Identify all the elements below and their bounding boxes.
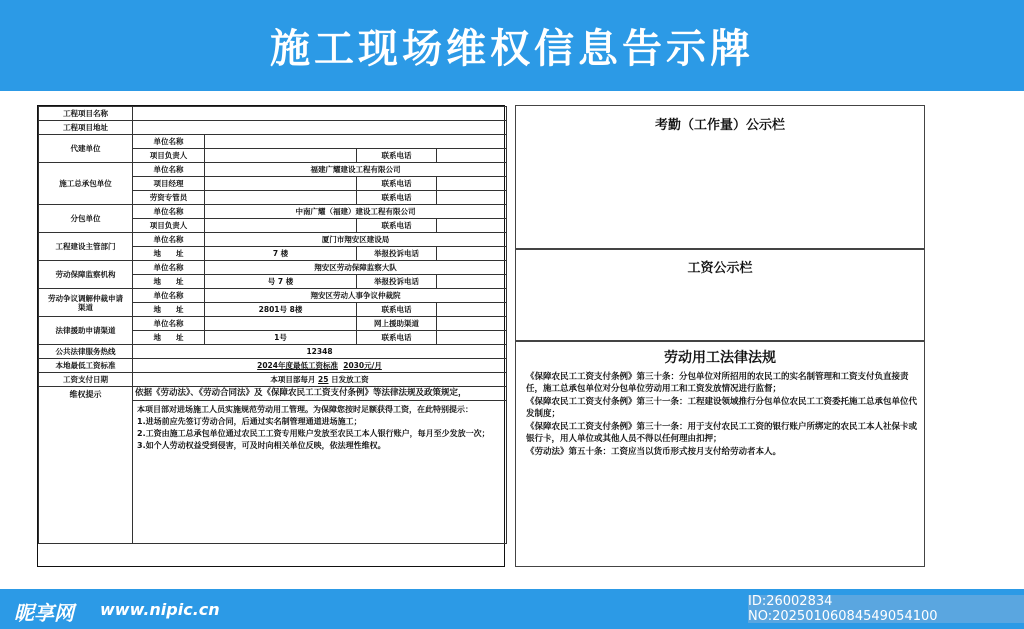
table-row xyxy=(39,317,507,331)
label-sub-unit: 分包单位 xyxy=(39,205,133,233)
label-contact-phone: 联系电话 xyxy=(357,331,437,345)
watermark-id: ID:26002834 NO:20250106084549054100 xyxy=(748,595,1024,623)
footer-bar xyxy=(0,589,1024,629)
attendance-title: 考勤（工作量）公示栏 xyxy=(654,118,785,133)
value-inspection: 翔安区劳动保障监察大队 xyxy=(205,261,507,275)
table-row xyxy=(39,289,507,303)
table-row xyxy=(39,135,507,149)
label-project-leader: 项目负责人 xyxy=(133,219,205,233)
table-row xyxy=(39,387,507,401)
value-dept: 厦门市翔安区建设局 xyxy=(205,233,507,247)
min-wage-prefix: 2024年度最低工资标准 xyxy=(257,361,338,370)
label-unit-name: 单位名称 xyxy=(133,205,205,219)
value-min-wage xyxy=(133,359,507,373)
value-cell xyxy=(205,191,357,205)
table-row xyxy=(39,205,507,219)
label-labor-manager: 劳资专管员 xyxy=(133,191,205,205)
label-legal-aid: 法律援助申请渠道 xyxy=(39,317,133,345)
label-contact-phone: 联系电话 xyxy=(357,303,437,317)
label-unit-name: 单位名称 xyxy=(133,261,205,275)
value-sub-unit: 中南广耀（福建）建设工程有限公司 xyxy=(205,205,507,219)
label-labor-inspection: 劳动保障监察机构 xyxy=(39,261,133,289)
label-pay-day: 工资支付日期 xyxy=(39,373,133,387)
label-complaint-phone: 举报投诉电话 xyxy=(357,247,437,261)
value-cell xyxy=(205,149,357,163)
label-unit-name: 单位名称 xyxy=(133,317,205,331)
note-item: 2.工资由施工总承包单位通过农民工工资专用账户发放至农民工本人银行账户，每月至少发放一次； xyxy=(137,429,490,438)
label-unit-name: 单位名称 xyxy=(133,163,205,177)
wage-panel xyxy=(515,249,925,341)
label-unit-name: 单位名称 xyxy=(133,233,205,247)
label-unit-name: 单位名称 xyxy=(133,289,205,303)
law-list xyxy=(516,367,924,458)
watermark-site: www.nipic.cn xyxy=(100,600,220,619)
value-cell xyxy=(437,331,507,345)
value-legal-aid-address: 1号 xyxy=(205,331,357,345)
law-item: 《劳动法》第五十条：工资应当以货币形式按月支付给劳动者本人。 xyxy=(526,447,782,457)
attendance-panel xyxy=(515,105,925,249)
table-row xyxy=(39,121,507,135)
value-cell xyxy=(437,177,507,191)
law-panel xyxy=(515,341,925,567)
tip-notes xyxy=(133,401,507,544)
label-project-address: 工程项目地址 xyxy=(39,121,133,135)
value-cell xyxy=(437,303,507,317)
label-contact-phone: 联系电话 xyxy=(357,149,437,163)
page-title: 施工现场维权信息告示牌 xyxy=(270,26,754,72)
pay-day-prefix: 本项目部每月 xyxy=(270,375,316,384)
label-address: 地 址 xyxy=(133,275,205,289)
label-hotline: 公共法律服务热线 xyxy=(39,345,133,359)
min-wage-value: 2030元/月 xyxy=(343,361,382,370)
value-pay-day xyxy=(133,373,507,387)
label-min-wage: 本地最低工资标准 xyxy=(39,359,133,373)
table-row xyxy=(39,359,507,373)
wage-title: 工资公示栏 xyxy=(687,261,753,276)
value-cell xyxy=(437,275,507,289)
label-arbitration-line1: 劳动争议调解仲裁申请 xyxy=(48,293,123,303)
value-arbitration: 翔安区劳动人事争议仲裁院 xyxy=(205,289,507,303)
table-row xyxy=(39,261,507,275)
value-cell xyxy=(205,317,357,331)
label-unit-name: 单位名称 xyxy=(133,135,205,149)
note-item: 3.如个人劳动权益受到侵害，可及时向相关单位反映，依法理性维权。 xyxy=(137,441,386,450)
label-complaint-phone: 举报投诉电话 xyxy=(357,275,437,289)
label-arbitration-line2: 渠道 xyxy=(78,302,93,312)
law-item: 《保障农民工工资支付条例》第三十条：分包单位对所招用的农民工的实名制管理和工资支付负直接责任，施工总承包单位对分包单位劳动用工和工资发放情况进行监督； xyxy=(526,372,909,394)
info-form xyxy=(37,105,505,567)
value-project-address xyxy=(133,121,507,135)
value-hotline: 12348 xyxy=(133,345,507,359)
value-cell xyxy=(437,219,507,233)
label-general-contractor: 施工总承包单位 xyxy=(39,163,133,205)
table-row xyxy=(39,373,507,387)
label-tip: 维权提示 xyxy=(39,387,133,544)
value-gc-unit: 福建广耀建设工程有限公司 xyxy=(205,163,507,177)
value-arbitration-address: 2801号 8楼 xyxy=(205,303,357,317)
value-cell xyxy=(205,135,507,149)
label-project-leader: 项目负责人 xyxy=(133,149,205,163)
label-contact-phone: 联系电话 xyxy=(357,191,437,205)
value-cell xyxy=(437,317,507,331)
label-address: 地 址 xyxy=(133,331,205,345)
value-inspection-address: 号 7 楼 xyxy=(205,275,357,289)
label-agent-unit: 代建单位 xyxy=(39,135,133,163)
value-cell xyxy=(437,149,507,163)
law-item: 《保障农民工工资支付条例》第三十一条：用于支付农民工工资的银行账户所绑定的农民工本人社保卡或银行卡，用人单位或其他人员不得以任何理由扣押； xyxy=(526,422,918,444)
value-cell xyxy=(437,247,507,261)
value-dept-address: 7 楼 xyxy=(205,247,357,261)
label-project-manager: 项目经理 xyxy=(133,177,205,191)
law-item: 《保障农民工工资支付条例》第三十一条：工程建设领域推行分包单位农民工工资委托施工总承包单位代发制度； xyxy=(526,397,918,419)
law-title: 劳动用工法律法规 xyxy=(664,350,776,366)
header-banner xyxy=(0,0,1024,91)
pay-day-value: 25 xyxy=(318,375,329,384)
table-row xyxy=(39,233,507,247)
value-cell xyxy=(205,219,357,233)
info-table xyxy=(38,106,507,544)
table-row xyxy=(39,163,507,177)
label-arbitration xyxy=(39,289,133,317)
note-item: 本项目部对进场施工人员实施规范劳动用工管理。为保障您按时足额获得工资，在此特别提示： xyxy=(137,405,473,414)
label-contact-phone: 联系电话 xyxy=(357,219,437,233)
value-cell xyxy=(205,177,357,191)
label-contact-phone: 联系电话 xyxy=(357,177,437,191)
label-address: 地 址 xyxy=(133,303,205,317)
label-project-name: 工程项目名称 xyxy=(39,107,133,121)
label-online-aid: 网上援助渠道 xyxy=(357,317,437,331)
tip-line: 依据《劳动法》、《劳动合同法》及《保障农民工工资支付条例》等法律法规及政策规定， xyxy=(133,387,507,401)
table-row xyxy=(39,107,507,121)
note-item: 1.进场前应先签订劳动合同，后通过实名制管理通道进场施工； xyxy=(137,417,362,426)
table-row xyxy=(39,345,507,359)
watermark-logo: 昵享网 xyxy=(14,601,74,625)
label-address: 地 址 xyxy=(133,247,205,261)
label-construction-dept: 工程建设主管部门 xyxy=(39,233,133,261)
value-project-name xyxy=(133,107,507,121)
value-cell xyxy=(437,191,507,205)
pay-day-suffix: 日发放工资 xyxy=(331,375,369,384)
